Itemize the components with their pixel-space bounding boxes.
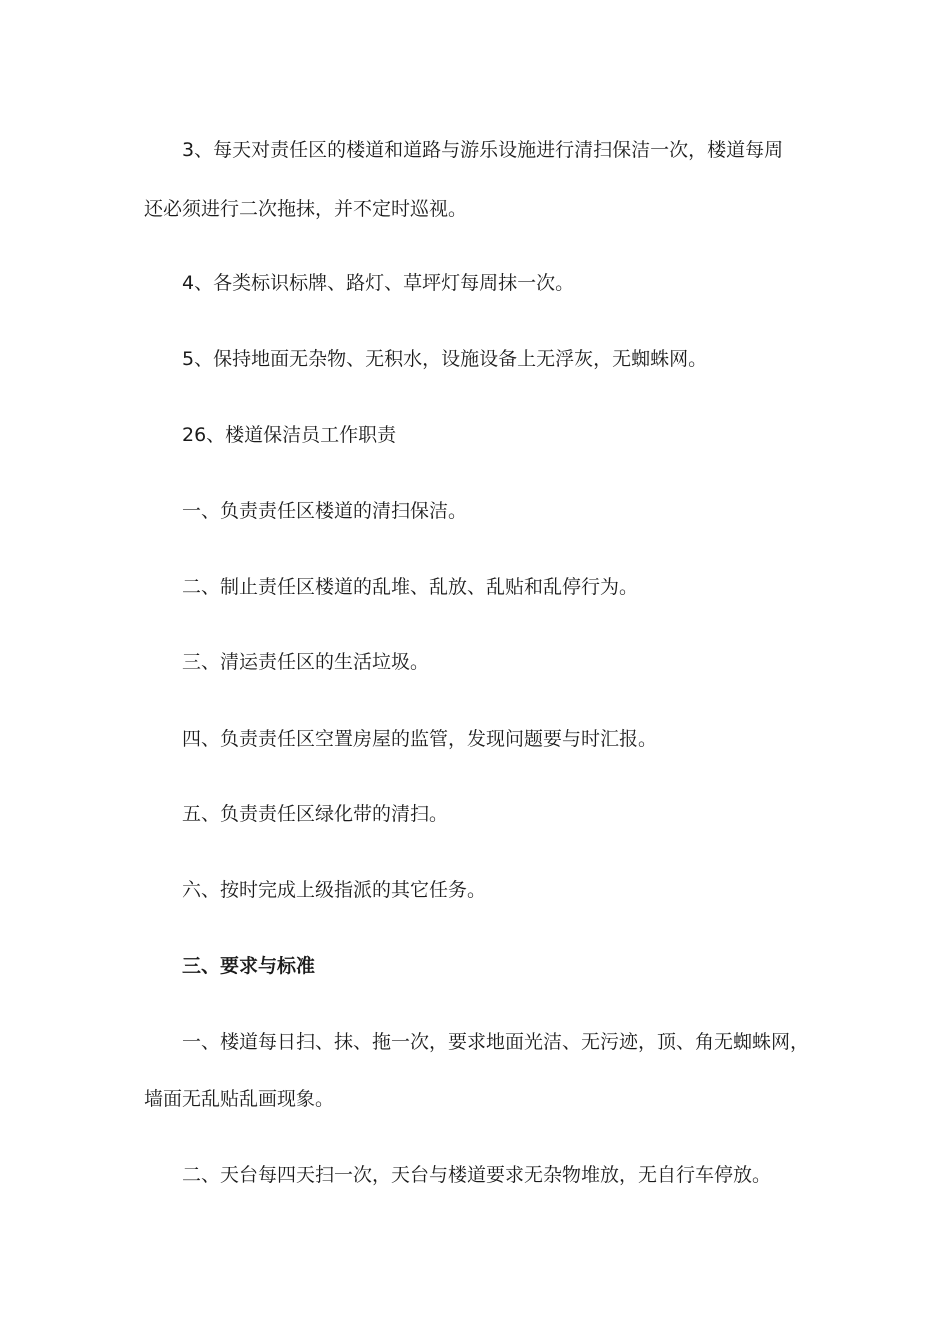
requirement-1-line-2: 墙面无乱贴乱画现象。 — [144, 1088, 335, 1110]
requirement-1-line-1: 一、楼道每日扫、抹、拖一次，要求地面光洁、无污迹，顶、角无蜘蛛网， — [182, 1031, 810, 1053]
paragraph-4: 4、各类标识标牌、路灯、草坪灯每周抹一次。 — [182, 272, 575, 294]
paragraph-3-line-2: 还必须进行二次拖抹，并不定时巡视。 — [144, 198, 468, 220]
duty-item-4: 四、负责责任区空置房屋的监管，发现问题要与时汇报。 — [182, 728, 658, 750]
paragraph-5: 5、保持地面无杂物、无积水，设施设备上无浮灰，无蜘蛛网。 — [182, 348, 708, 370]
duty-item-3: 三、清运责任区的生活垃圾。 — [182, 651, 430, 673]
section-heading-26: 26、楼道保洁员工作职责 — [182, 424, 397, 446]
requirement-2: 二、天台每四天扫一次，天台与楼道要求无杂物堆放，无自行车停放。 — [182, 1164, 772, 1186]
duty-item-2: 二、制止责任区楼道的乱堆、乱放、乱贴和乱停行为。 — [182, 576, 639, 598]
paragraph-3-line-1: 3、每天对责任区的楼道和道路与游乐设施进行清扫保洁一次，楼道每周 — [182, 139, 784, 161]
duty-item-5: 五、负责责任区绿化带的清扫。 — [182, 803, 449, 825]
section-heading-requirements: 三、要求与标准 — [182, 955, 316, 977]
duty-item-1: 一、负责责任区楼道的清扫保洁。 — [182, 500, 468, 522]
duty-item-6: 六、按时完成上级指派的其它任务。 — [182, 879, 487, 901]
